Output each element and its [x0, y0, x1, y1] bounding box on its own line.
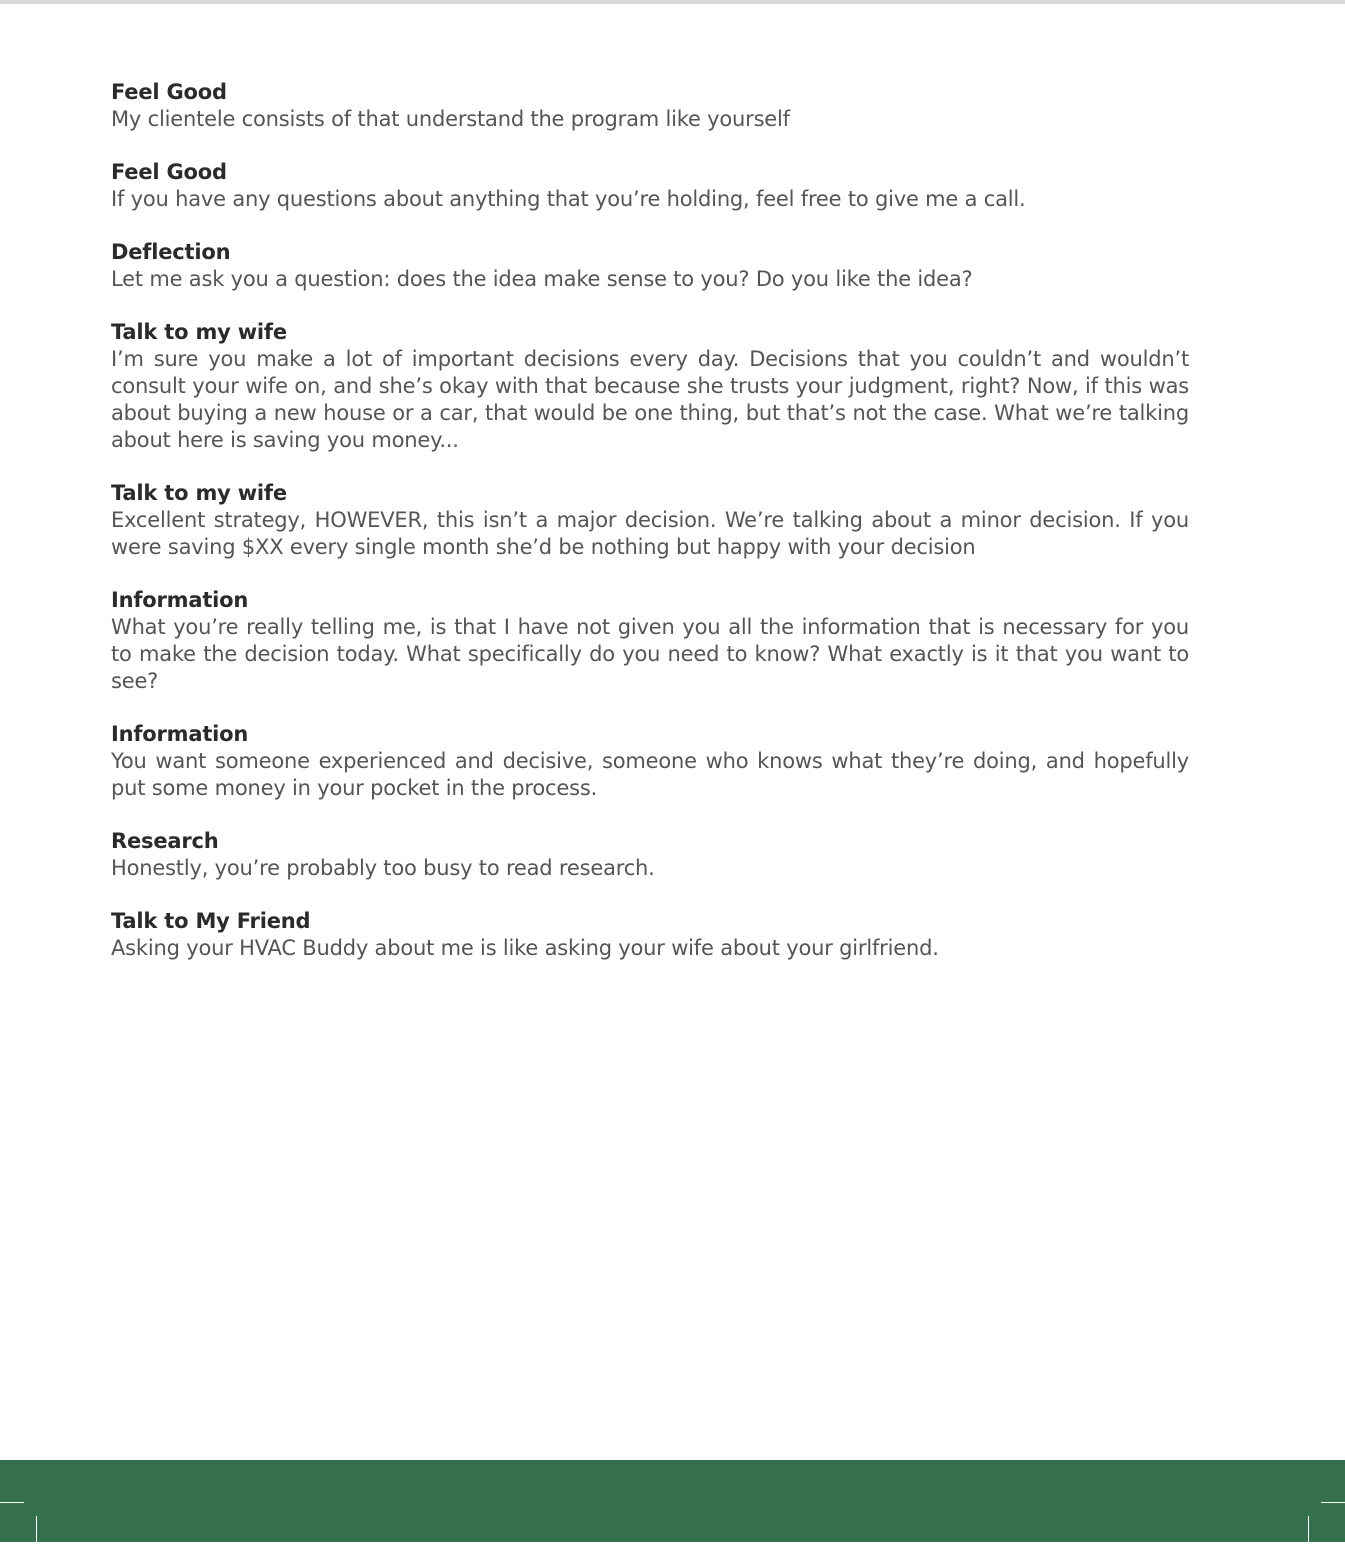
top-divider	[0, 0, 1345, 4]
entry-talk-to-my-friend	[111, 908, 1189, 962]
entry-text: I’m sure you make a lot of important decisions every day. Decisions that you couldn’t and wouldn’t consult your wife on, and she’s okay with that because she trusts your judgment, right? Now, if this was about buying a new house or a car, that would be one thing, but that’s not the case. What we’re talking about here is saving you money...	[111, 347, 1189, 452]
footer-band	[0, 1460, 1345, 1542]
entry-title: Feel Good	[111, 160, 227, 184]
entry-text: Let me ask you a question: does the idea make sense to you? Do you like the idea?	[111, 267, 973, 291]
entry-title: Talk to My Friend	[111, 909, 311, 933]
entry-text: What you’re really telling me, is that I have not given you all the information that is necessary for you to make the decision today. What specifically do you need to know? What exactly is it that you want to see?	[111, 615, 1189, 693]
entry-feel-good-2	[111, 159, 1189, 213]
entry-title: Feel Good	[111, 80, 227, 104]
entry-title: Talk to my wife	[111, 481, 287, 505]
entry-information-2	[111, 721, 1189, 802]
entry-feel-good-1	[111, 79, 1189, 133]
objection-responses	[111, 79, 1189, 988]
crop-mark-right-horizontal	[1321, 1502, 1345, 1503]
entry-text: Honestly, you’re probably too busy to read research.	[111, 856, 655, 880]
entry-text: If you have any questions about anything that you’re holding, feel free to give me a call.	[111, 187, 1026, 211]
crop-mark-left-vertical	[36, 1516, 37, 1548]
entry-title: Deflection	[111, 240, 231, 264]
entry-information-1	[111, 587, 1189, 695]
entry-title: Research	[111, 829, 219, 853]
entry-text: Asking your HVAC Buddy about me is like asking your wife about your girlfriend.	[111, 936, 939, 960]
entry-talk-to-my-wife-1	[111, 319, 1189, 454]
entry-title: Information	[111, 588, 249, 612]
entry-deflection	[111, 239, 1189, 293]
crop-mark-left-horizontal	[0, 1502, 24, 1503]
crop-mark-right-vertical	[1308, 1516, 1309, 1548]
entry-text: My clientele consists of that understand the program like yourself	[111, 107, 790, 131]
entry-talk-to-my-wife-2	[111, 480, 1189, 561]
entry-text: Excellent strategy, HOWEVER, this isn’t a major decision. We’re talking about a minor decision. If you were saving $XX every single month she’d be nothing but happy with your decision	[111, 508, 1189, 559]
entry-title: Information	[111, 722, 249, 746]
entry-text: You want someone experienced and decisive, someone who knows what they’re doing, and hopefully put some money in your pocket in the process.	[111, 749, 1189, 800]
entry-title: Talk to my wife	[111, 320, 287, 344]
entry-research	[111, 828, 1189, 882]
